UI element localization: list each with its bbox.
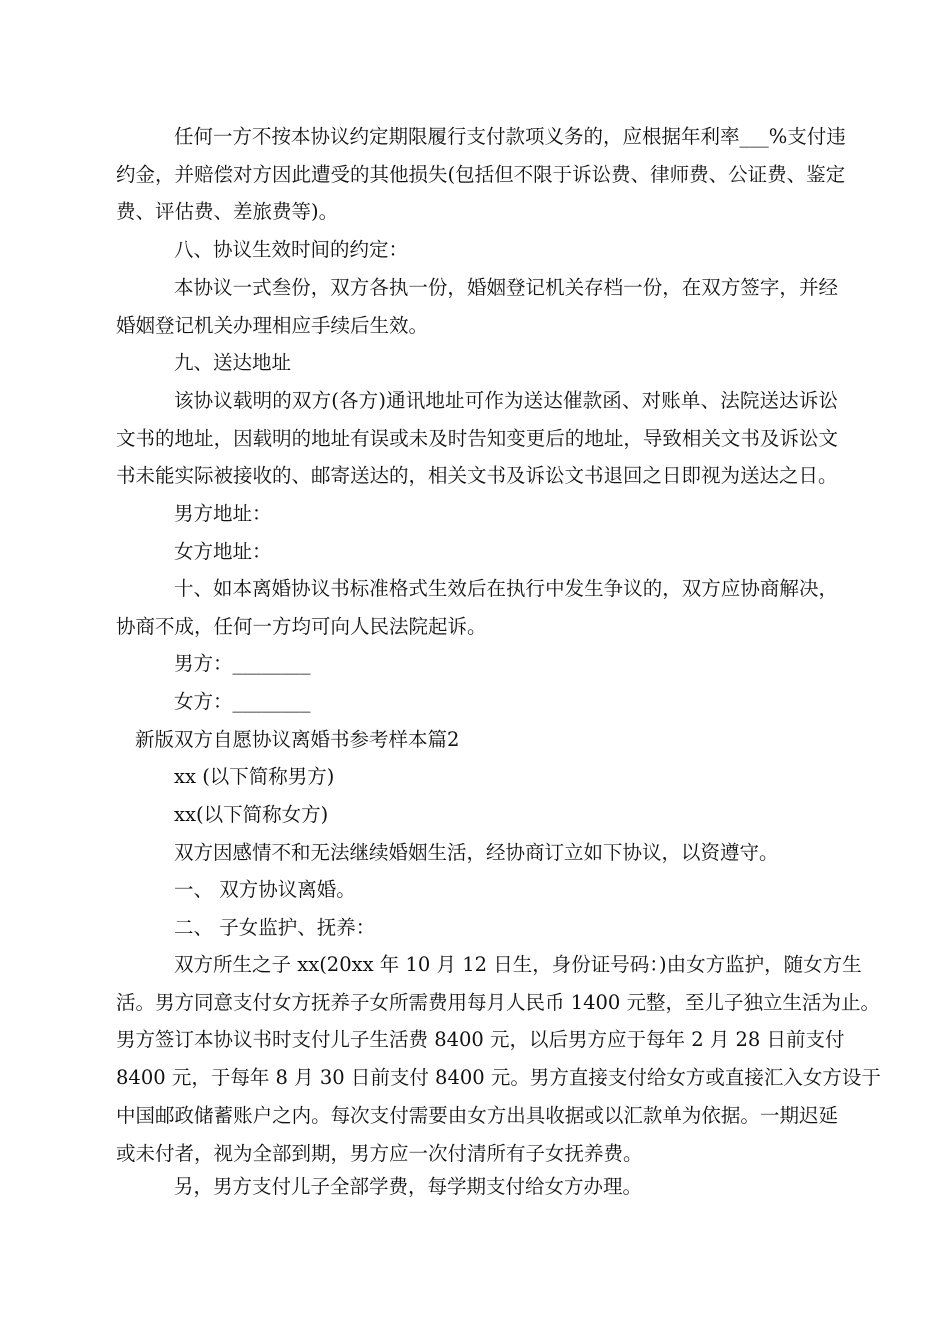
agreement-intro: 双方因感情不和无法继续婚姻生活，经协商订立如下协议，以资遵守。 bbox=[174, 841, 779, 864]
item-one: 一、 双方协议离婚。 bbox=[174, 878, 356, 901]
heading-nine: 九、送达地址 bbox=[174, 351, 292, 374]
party-female: xx(以下简称女方) bbox=[174, 803, 329, 826]
male-signature-line: 男方：________ bbox=[174, 652, 311, 675]
paragraph-child-support bbox=[116, 946, 881, 1172]
heading-eight: 八、协议生效时间的约定： bbox=[174, 238, 409, 261]
text-line: 十、如本离婚协议书标准格式生效后在执行中发生争议的，双方应协商解决， bbox=[174, 577, 838, 600]
text-line: 书未能实际被接收的、邮寄送达的，相关文书及诉讼文书退回之日即视为送达之日。 bbox=[116, 464, 838, 488]
female-signature-line: 女方：________ bbox=[174, 690, 311, 713]
paragraph-service-address bbox=[116, 382, 838, 495]
text-line: 任何一方不按本协议约定期限履行支付款项义务的，应根据年利率___%支付违 bbox=[174, 125, 846, 148]
text-line: 婚姻登记机关办理相应手续后生效。 bbox=[116, 313, 429, 337]
text-line: 本协议一式叁份，双方各执一份，婚姻登记机关存档一份，在双方签字，并经 bbox=[174, 276, 838, 299]
text-line: 费、评估费、差旅费等)。 bbox=[116, 200, 339, 224]
text-line: 男方签订本协议书时支付儿子生活费 8400 元，以后男方应于每年 2 月 28 日前支付 bbox=[116, 1028, 845, 1052]
female-address-label: 女方地址： bbox=[174, 540, 272, 563]
item-two: 二、 子女监护、抚养： bbox=[174, 916, 376, 939]
party-male: xx (以下简称男方) bbox=[174, 765, 335, 788]
section-title: 新版双方自愿协议离婚书参考样本篇2 bbox=[135, 728, 460, 751]
paragraph-tuition: 另，男方支付儿子全部学费，每学期支付给女方办理。 bbox=[174, 1175, 643, 1198]
text-line: 约金，并赔偿对方因此遭受的其他损失(包括但不限于诉讼费、律师费、公证费、鉴定 bbox=[116, 162, 846, 186]
text-line: 该协议载明的双方(各方)通讯地址可作为送达催款函、对账单、法院送达诉讼 bbox=[174, 389, 838, 412]
text-line: 双方所生之子 xx(20xx 年 10 月 12 日生，身份证号码：)由女方监护，随女方生 bbox=[174, 953, 862, 976]
text-line: 8400 元，于每年 8 月 30 日前支付 8400 元。男方直接支付给女方或直接汇入女方设于 bbox=[116, 1066, 881, 1090]
paragraph-effective bbox=[116, 269, 838, 344]
male-address-label: 男方地址： bbox=[174, 502, 272, 525]
text-line: 文书的地址，因载明的地址有误或未及时告知变更后的地址，导致相关文书及诉讼文 bbox=[116, 426, 838, 450]
paragraph-penalty bbox=[116, 118, 846, 231]
paragraph-dispute bbox=[116, 570, 838, 645]
text-line: 协商不成，任何一方均可向人民法院起诉。 bbox=[116, 614, 487, 638]
text-line: 或未付者，视为全部到期，男方应一次付清所有子女抚养费。 bbox=[116, 1141, 643, 1165]
text-line: 中国邮政储蓄账户之内。每次支付需要由女方出具收据或以汇款单为依据。一期迟延 bbox=[116, 1103, 838, 1127]
text-line: 活。男方同意支付女方抚养子女所需费用每月人民币 1400 元整，至儿子独立生活为止。 bbox=[116, 990, 881, 1014]
